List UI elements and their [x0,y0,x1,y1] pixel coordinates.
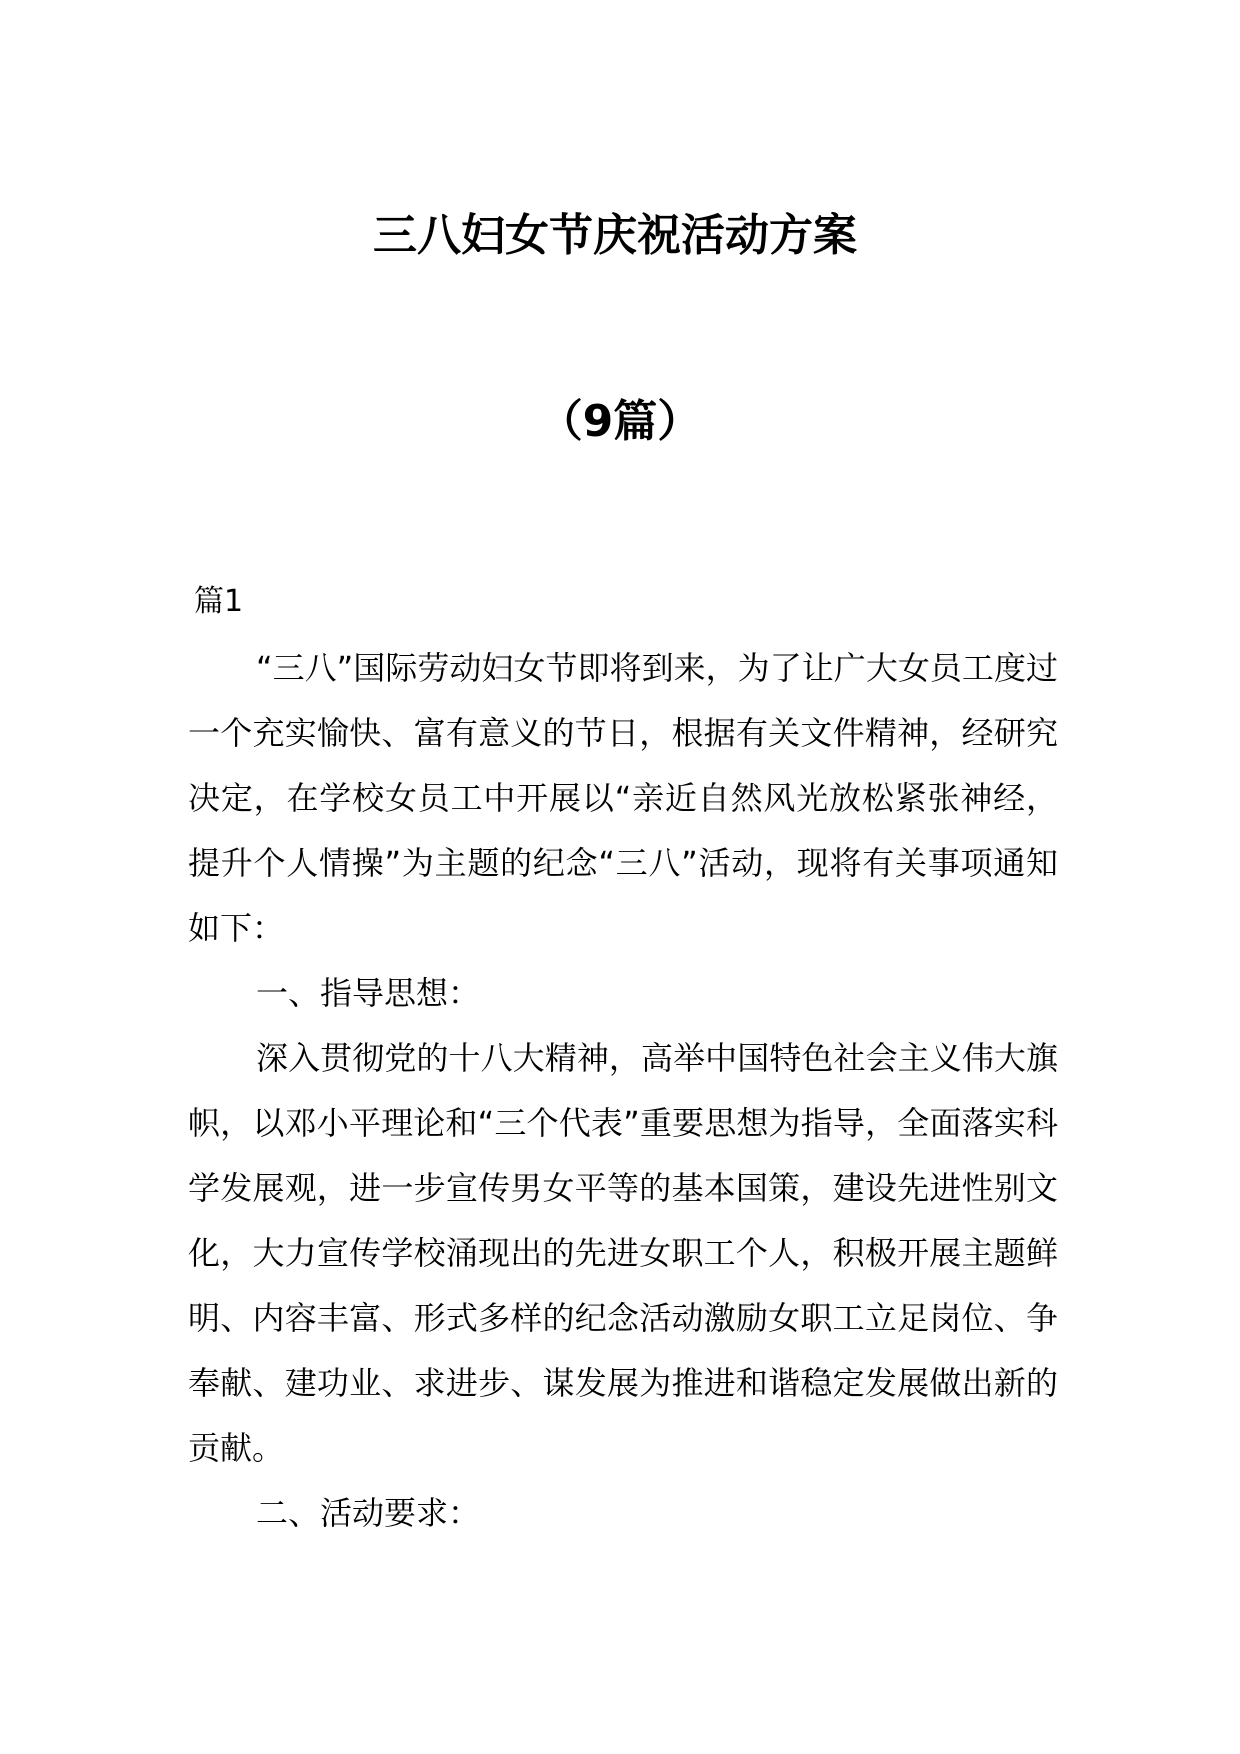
heading-activity-requirements: 二、活动要求： [256,1494,481,1532]
intro-paragraph: “三八”国际劳动妇女节即将到来，为了让广大女员工度过一个充实愉快、富有意义的节日，根据有关文件精神，经研究决定，在学校女员工中开展以“亲近自然风光放松紧张神经，提升个人情操”为主题的纪念“三八”活动，现将有关事项通知如下： [188,649,1058,947]
heading-guiding-ideology: 一、指导思想： [256,974,481,1012]
section-label: 篇1 [194,584,244,619]
document-subtitle: （9篇） [538,396,702,447]
guiding-ideology-paragraph: 深入贯彻党的十八大精神，高举中国特色社会主义伟大旗帜，以邓小平理论和“三个代表”重要思想为指导，全面落实科学发展观，进一步宣传男女平等的基本国策，建设先进性别文化，大力宣传学校涌现出的先进女职工个人，积极开展主题鲜明、内容丰富、形式多样的纪念活动激励女职工立足岗位、争奉献、建功业、求进步、谋发展为推进和谐稳定发展做出新的贡献。 [188,1039,1058,1467]
document-title: 三八妇女节庆祝活动方案 [373,210,857,261]
document-body [188,572,1058,1546]
